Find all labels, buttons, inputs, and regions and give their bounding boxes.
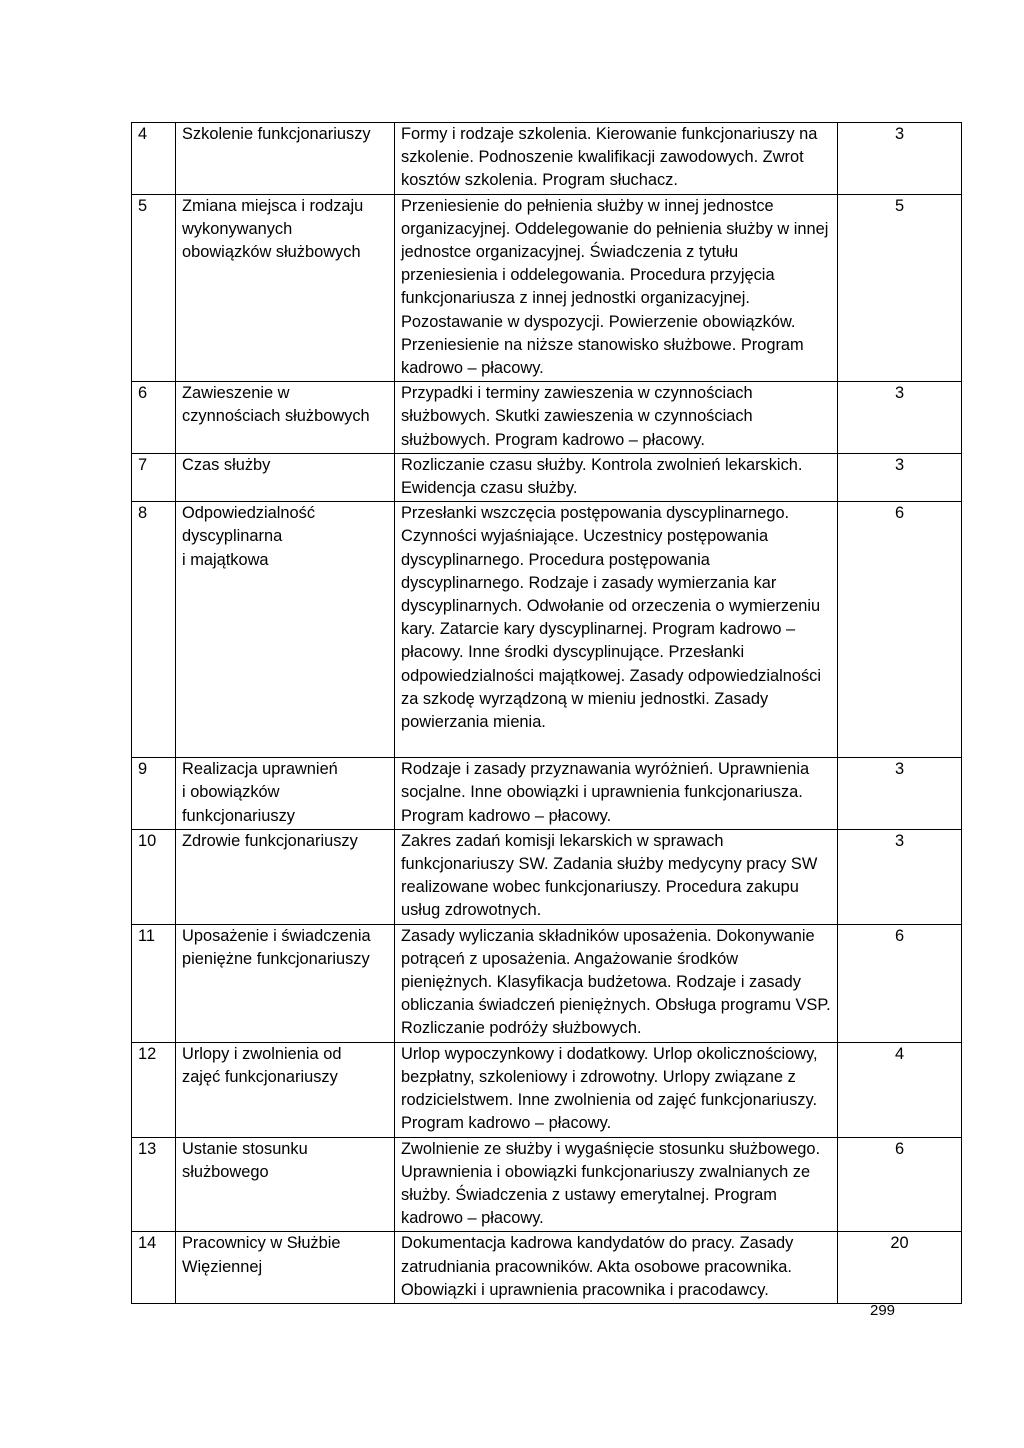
row-number: 9 [132,758,176,830]
topic-line: Czas służby [182,455,271,474]
description-cell: Formy i rodzaje szkolenia. Kierowanie funkcjonariuszy na szkolenie. Podnoszenie kwalifikacji zawodowych. Zwrot kosztów szkolenia. Program słuchacz. [395,123,838,195]
topic-line: Odpowiedzialność [182,504,316,523]
description-cell: Zasady wyliczania składników uposażenia. Dokonywanie potrąceń z uposażenia. Angażowanie środków pieniężnych. Klasyfikacja budżetowa. Rodzaje i zasady obliczania świadczeń pieniężnych. Obsługa programu VSP. Rozliczanie podróży służbowych. [395,924,838,1042]
table-row [132,502,962,758]
topic-line: Więziennej [182,1257,263,1276]
hours-cell: 6 [838,1137,962,1232]
hours-cell: 4 [838,1042,962,1137]
topic-line: wykonywanych [182,219,293,238]
table-row [132,1232,962,1304]
topic-line: i obowiązków [182,783,280,802]
topic-line: służbowego [182,1162,269,1181]
description-cell: Przeniesienie do pełnienia służby w innej jednostce organizacyjnej. Oddelegowanie do pełnienia służby w innej jednostce organizacyjnej. Świadczenia z tytułu przeniesienia i oddelegowania. Procedura przyjęcia funkcjonariusza z innej jednostki organizacyjnej. Pozostawanie w dyspozycji. Powierzenie obowiązków. Przeniesienie na niższe stanowisko służbowe. Program kadrowo – płacowy. [395,194,838,382]
topic-cell [176,758,395,830]
description-cell: Rozliczanie czasu służby. Kontrola zwolnień lekarskich. Ewidencja czasu służby. [395,453,838,501]
topic-cell [176,194,395,382]
hours-cell: 20 [838,1232,962,1304]
table-row [132,924,962,1042]
row-number: 7 [132,453,176,501]
topic-cell [176,123,395,195]
table-row [132,123,962,195]
topic-line: obowiązków służbowych [182,243,361,262]
topic-line: Uposażenie i świadczenia [182,926,371,945]
topic-line: pieniężne funkcjonariuszy [182,949,370,968]
topic-line: Realizacja uprawnień [182,760,338,779]
row-number: 12 [132,1042,176,1137]
topic-cell [176,1232,395,1304]
row-number: 10 [132,829,176,924]
description-cell: Przesłanki wszczęcia postępowania dyscyplinarnego. Czynności wyjaśniające. Uczestnicy postępowania dyscyplinarnego. Procedura postępowania dyscyplinarnego. Rodzaje i zasady wymierzania kar dyscyplinarnych. Odwołanie od orzeczenia o wymierzeniu kary. Zatarcie kary dyscyplinarnej. Program kadrowo – płacowy. Inne środki dyscyplinujące. Przesłanki odpowiedzialności majątkowej. Zasady odpowiedzialności za szkodę wyrządzoną w mieniu jednostki. Zasady powierzania mienia. [395,502,838,758]
hours-cell: 3 [838,829,962,924]
topic-line: funkcjonariuszy [182,806,295,825]
description-cell: Przypadki i terminy zawieszenia w czynnościach służbowych. Skutki zawieszenia w czynnościach służbowych. Program kadrowo – płacowy. [395,382,838,454]
topic-line: i majątkowa [182,550,269,569]
topic-line: Ustanie stosunku [182,1139,308,1158]
topic-line: Pracownicy w Służbie [182,1234,341,1253]
row-number: 4 [132,123,176,195]
description-cell: Zakres zadań komisji lekarskich w sprawach funkcjonariuszy SW. Zadania służby medycyny pracy SW realizowane wobec funkcjonariuszy. Procedura zakupu usług zdrowotnych. [395,829,838,924]
topic-line: czynnościach służbowych [182,407,370,426]
topic-line: dyscyplinarna [182,527,283,546]
table-row [132,453,962,501]
topic-line: Zdrowie funkcjonariuszy [182,831,358,850]
row-number: 8 [132,502,176,758]
hours-cell: 3 [838,123,962,195]
hours-cell: 6 [838,502,962,758]
description-cell: Zwolnienie ze służby i wygaśnięcie stosunku służbowego. Uprawnienia i obowiązki funkcjonariuszy zwalnianych ze służby. Świadczenia z ustawy emerytalnej. Program kadrowo – płacowy. [395,1137,838,1232]
row-number: 11 [132,924,176,1042]
topic-cell [176,453,395,501]
row-number: 14 [132,1232,176,1304]
table-row [132,382,962,454]
topic-cell [176,1042,395,1137]
hours-cell: 6 [838,924,962,1042]
topic-line: Szkolenie funkcjonariuszy [182,125,371,143]
row-number: 5 [132,194,176,382]
table-row [132,1137,962,1232]
hours-cell: 3 [838,453,962,501]
topic-cell [176,1137,395,1232]
description-cell: Urlop wypoczynkowy i dodatkowy. Urlop okolicznościowy, bezpłatny, szkoleniowy i zdrowotny. Urlopy związane z rodzicielstwem. Inne zwolnienia od zajęć funkcjonariuszy. Program kadrowo – płacowy. [395,1042,838,1137]
table-row [132,1042,962,1137]
row-number: 6 [132,382,176,454]
hours-cell: 3 [838,382,962,454]
table-row [132,758,962,830]
topic-line: Zmiana miejsca i rodzaju [182,196,364,215]
topic-cell [176,829,395,924]
hours-cell: 5 [838,194,962,382]
topic-line: Urlopy i zwolnienia od [182,1044,342,1063]
curriculum-table [131,122,962,1304]
page-number: 299 [870,1302,896,1319]
topic-cell [176,382,395,454]
topic-cell [176,924,395,1042]
row-number: 13 [132,1137,176,1232]
hours-cell: 3 [838,758,962,830]
topic-cell [176,502,395,758]
topic-line: Zawieszenie w [182,384,290,403]
table-row [132,829,962,924]
table-row [132,194,962,382]
topic-line: zajęć funkcjonariuszy [182,1067,338,1086]
description-cell: Dokumentacja kadrowa kandydatów do pracy. Zasady zatrudniania pracowników. Akta osobowe pracownika. Obowiązki i uprawnienia pracownika i pracodawcy. [395,1232,838,1304]
description-cell: Rodzaje i zasady przyznawania wyróżnień. Uprawnienia socjalne. Inne obowiązki i uprawnienia funkcjonariusza. Program kadrowo – płacowy. [395,758,838,830]
